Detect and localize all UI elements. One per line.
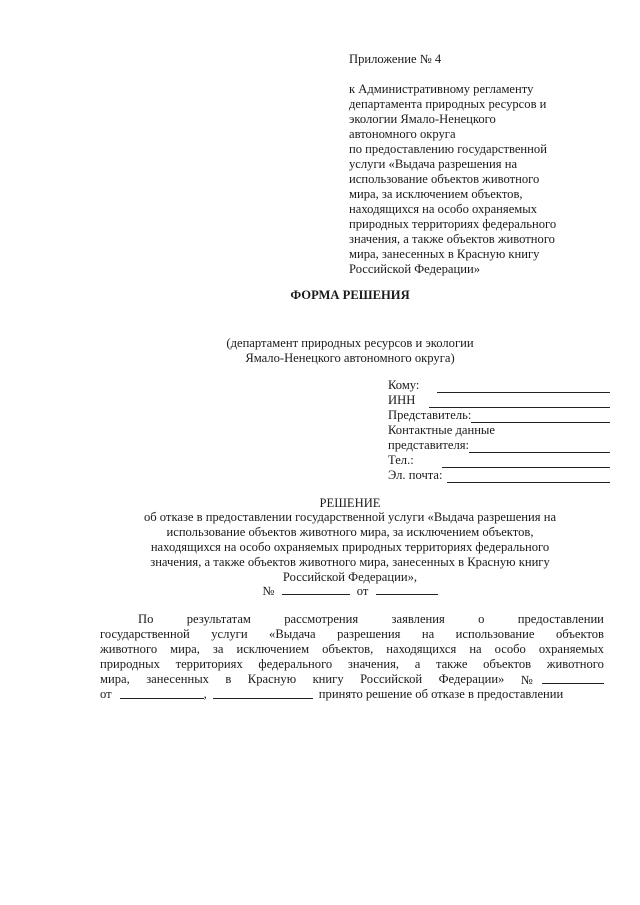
- phone-field[interactable]: [442, 456, 610, 468]
- word: Красную: [247, 672, 297, 686]
- word: объектов: [555, 627, 604, 641]
- contact-row-2: [388, 438, 610, 453]
- email-field[interactable]: [447, 471, 610, 483]
- appendix-line: к Административному регламенту: [349, 82, 534, 96]
- word: особо: [494, 642, 526, 656]
- decision-number-field[interactable]: [282, 583, 350, 595]
- appendix-line: услуги «Выдача разрешения на: [349, 157, 518, 171]
- word: По: [138, 612, 154, 626]
- inn-label: ИНН: [388, 393, 416, 407]
- decision-date-field[interactable]: [376, 583, 438, 595]
- word: объектов: [483, 657, 532, 671]
- appendix-reference: [349, 82, 609, 277]
- word: животного: [100, 642, 158, 656]
- email-label: Эл. почта:: [388, 468, 443, 482]
- date-prefix: от: [100, 687, 112, 701]
- word: Российской: [360, 672, 423, 686]
- appendix-line: мира, за исключением объектов,: [349, 187, 523, 201]
- contact-row-1: [388, 423, 610, 438]
- decision-line: Российской Федерации»,: [282, 570, 418, 584]
- recipient-to-label: Кому:: [388, 378, 420, 392]
- appendix-line: экологии Ямало-Ненецкого: [349, 112, 496, 126]
- word: разрешения: [337, 627, 401, 641]
- word: на: [469, 642, 482, 656]
- contact-field[interactable]: [469, 441, 610, 453]
- application-number-field[interactable]: [542, 672, 604, 684]
- word: услуги: [211, 627, 248, 641]
- form-title: ФОРМА РЕШЕНИЯ: [290, 288, 410, 302]
- decision-line: использование объектов животного мира, за исключением объектов,: [166, 525, 534, 539]
- decision-line: значения, а также объектов животного мира, занесенных в Красную книгу: [150, 555, 550, 569]
- word: мира,: [170, 642, 200, 656]
- body-line: [100, 657, 604, 672]
- word: в: [225, 672, 232, 686]
- representative-label: Представитель:: [388, 408, 472, 422]
- word: федерального: [258, 657, 333, 671]
- inn-row: [388, 393, 610, 408]
- recipient-to-field[interactable]: [437, 381, 610, 393]
- word: значения,: [347, 657, 400, 671]
- comma: ,: [203, 687, 207, 701]
- number-sign: №: [520, 673, 533, 687]
- body-line-tail: принято решение об отказе в предоставлении: [318, 687, 564, 701]
- number-sign: №: [262, 584, 275, 598]
- word: использование: [455, 627, 535, 641]
- body-paragraph: [100, 612, 604, 702]
- appendix-line: использование объектов животного: [349, 172, 540, 186]
- appendix-line: по предоставлению государственной: [349, 142, 547, 156]
- appendix-line: Российской Федерации»: [349, 262, 480, 276]
- word: занесенных: [146, 672, 209, 686]
- body-line: [100, 612, 604, 627]
- decision-line: об отказе в предоставлении государственной услуги «Выдача разрешения на: [143, 510, 557, 524]
- body-line: [100, 642, 604, 657]
- body-line: [100, 672, 604, 687]
- word: животного: [546, 657, 604, 671]
- word: также: [435, 657, 468, 671]
- appendix-title: Приложение № 4: [349, 52, 442, 66]
- application-date-field[interactable]: [120, 687, 204, 699]
- appendix-line: природных территориях федерального: [349, 217, 557, 231]
- date-prefix: от: [356, 584, 369, 598]
- representative-row: [388, 408, 610, 423]
- word: книгу: [312, 672, 344, 686]
- word: исключением: [236, 642, 310, 656]
- department-line: Ямало-Ненецкого автономного округа): [245, 351, 455, 365]
- appendix-line: находящихся на особо охраняемых: [349, 202, 538, 216]
- appendix-line: значения, а также объектов животного: [349, 232, 555, 246]
- word: находящихся: [386, 642, 457, 656]
- body-line: [100, 627, 604, 642]
- decision-line: находящихся на особо охраняемых природных территориях федерального: [150, 540, 550, 554]
- word: заявления: [391, 612, 445, 626]
- word: за: [212, 642, 224, 656]
- recipient-block: [388, 378, 610, 483]
- application-number: [521, 672, 604, 687]
- word: объектов,: [322, 642, 374, 656]
- word: охраняемых: [538, 642, 604, 656]
- word: на: [421, 627, 435, 641]
- email-row: [388, 468, 610, 483]
- decision-number-date: [0, 583, 640, 599]
- word: государственной: [100, 627, 190, 641]
- word: территориях: [175, 657, 243, 671]
- word: Федерации»: [438, 672, 505, 686]
- department-name: [0, 336, 640, 366]
- body-line: [100, 687, 604, 702]
- word: «Выдача: [269, 627, 316, 641]
- appendix-line: департамента природных ресурсов и: [349, 97, 547, 111]
- inn-field[interactable]: [429, 396, 610, 408]
- representative-field[interactable]: [471, 411, 610, 423]
- word: предоставлении: [517, 612, 604, 626]
- appendix-line: автономного округа: [349, 127, 456, 141]
- department-line: (департамент природных ресурсов и экологии: [226, 336, 474, 350]
- contact-label-line2: представителя:: [388, 438, 470, 452]
- word: о: [478, 612, 485, 626]
- appendix-line: мира, занесенных в Красную книгу: [349, 247, 540, 261]
- word: мира,: [100, 672, 130, 686]
- application-extra-field[interactable]: [213, 687, 313, 699]
- recipient-to-row: [388, 378, 610, 393]
- word: результатам: [186, 612, 251, 626]
- phone-row: [388, 453, 610, 468]
- word: природных: [100, 657, 160, 671]
- contact-label-line1: Контактные данные: [388, 423, 495, 437]
- word: а: [414, 657, 421, 671]
- word: рассмотрения: [284, 612, 359, 626]
- decision-subject: [0, 510, 640, 585]
- decision-title: РЕШЕНИЕ: [319, 496, 381, 510]
- phone-label: Тел.:: [388, 453, 414, 467]
